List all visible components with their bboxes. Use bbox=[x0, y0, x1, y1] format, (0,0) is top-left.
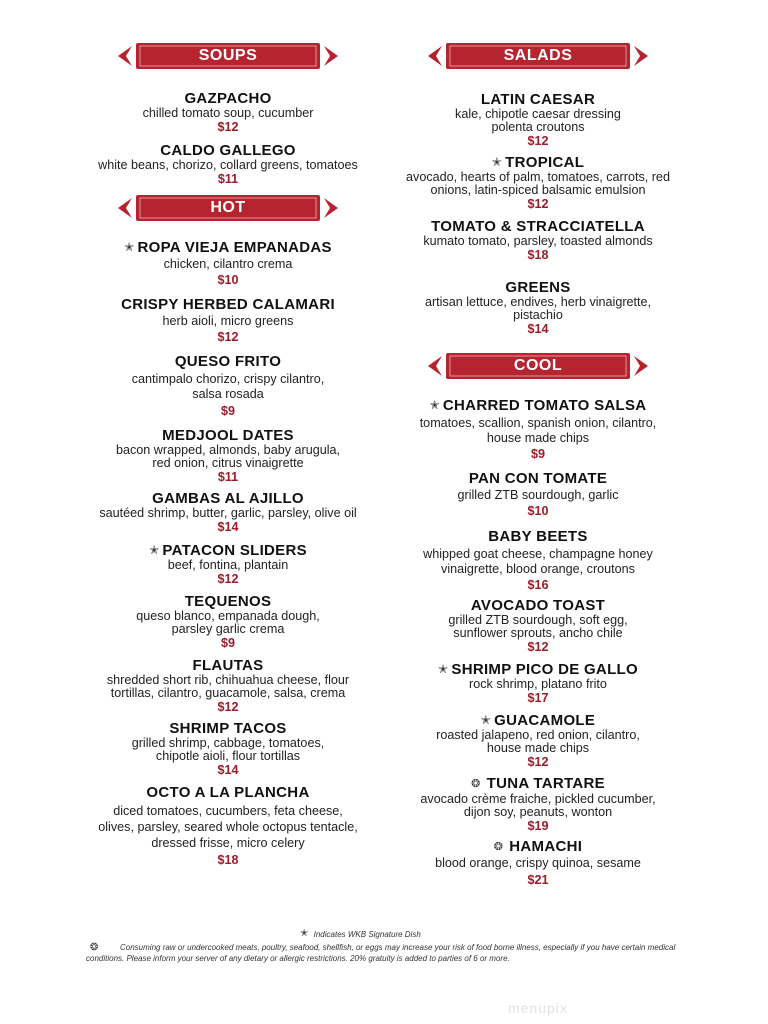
item-name: TOMATO & STRACCIATELLA bbox=[431, 218, 645, 235]
hot-heading: HOT bbox=[210, 199, 246, 216]
item-desc: chipotle aioli, flour tortillas bbox=[155, 749, 301, 763]
menu-item bbox=[388, 597, 688, 654]
raw-food-icon: ❂ bbox=[471, 778, 481, 790]
item-desc: house made chips bbox=[486, 741, 590, 755]
item-name: GAZPACHO bbox=[184, 90, 272, 107]
salads-heading: SALADS bbox=[503, 47, 573, 64]
item-name: QUESO FRITO bbox=[174, 353, 282, 370]
hot-banner bbox=[118, 192, 338, 224]
item-desc: parsley garlic crema bbox=[171, 622, 285, 636]
item-desc: red onion, citrus vinaigrette bbox=[152, 456, 304, 470]
item-name: BABY BEETS bbox=[488, 528, 588, 545]
item-name: CHARRED TOMATO SALSA bbox=[442, 397, 647, 414]
menu-item bbox=[78, 353, 378, 418]
menu-item bbox=[388, 712, 688, 769]
item-desc: kumato tomato, parsley, toasted almonds bbox=[423, 234, 653, 248]
item-name: GUACAMOLE bbox=[494, 712, 596, 729]
menu-item bbox=[78, 490, 378, 534]
item-price: $14 bbox=[527, 322, 549, 336]
menu-item bbox=[388, 91, 688, 148]
item-desc: house made chips bbox=[486, 431, 590, 445]
item-desc: avocado crème fraiche, pickled cucumber, bbox=[420, 792, 656, 806]
item-desc: rock shrimp, platano frito bbox=[469, 677, 607, 691]
item-price: $12 bbox=[217, 572, 239, 586]
item-desc: grilled ZTB sourdough, soft egg, bbox=[448, 613, 628, 627]
item-price: $10 bbox=[527, 504, 549, 518]
item-desc: cantimpalo chorizo, crispy cilantro, bbox=[131, 372, 325, 386]
item-desc: sautéed shrimp, butter, garlic, parsley, olive oil bbox=[99, 506, 357, 520]
item-desc: blood orange, crispy quinoa, sesame bbox=[435, 856, 641, 870]
item-price: $12 bbox=[527, 197, 549, 211]
menu-item bbox=[78, 784, 378, 867]
item-desc: artisan lettuce, endives, herb vinaigrette, bbox=[424, 295, 652, 309]
cool-banner bbox=[428, 350, 648, 382]
star-icon: ✭ bbox=[429, 398, 440, 412]
item-desc: beef, fontina, plantain bbox=[167, 558, 289, 572]
item-desc: bacon wrapped, almonds, baby arugula, bbox=[115, 443, 341, 457]
item-desc: grilled ZTB sourdough, garlic bbox=[457, 488, 619, 502]
star-icon: ✭ bbox=[300, 928, 309, 939]
menu-item bbox=[78, 593, 378, 650]
item-desc: tortillas, cilantro, guacamole, salsa, crema bbox=[110, 686, 346, 700]
menu-item bbox=[388, 218, 688, 262]
menu-item bbox=[388, 397, 688, 461]
item-price: $12 bbox=[527, 134, 549, 148]
star-icon: ✭ bbox=[491, 155, 503, 169]
item-desc: white beans, chorizo, collard greens, tomatoes bbox=[98, 158, 358, 172]
item-desc: dressed frisse, micro celery bbox=[151, 836, 305, 850]
item-name: MEDJOOL DATES bbox=[162, 427, 294, 444]
item-price: $11 bbox=[217, 470, 239, 484]
item-price: $17 bbox=[527, 691, 549, 705]
item-price: $9 bbox=[530, 447, 545, 461]
item-desc: chilled tomato soup, cucumber bbox=[142, 106, 314, 120]
star-icon: ✭ bbox=[480, 713, 492, 727]
menu-item bbox=[78, 542, 378, 586]
item-price: $11 bbox=[217, 172, 239, 186]
item-desc: salsa rosada bbox=[192, 387, 264, 401]
item-price: $12 bbox=[217, 700, 239, 714]
soups-heading: SOUPS bbox=[198, 47, 258, 64]
item-name: TROPICAL bbox=[505, 154, 585, 171]
item-desc: queso blanco, empanada dough, bbox=[136, 609, 320, 623]
item-name: GAMBAS AL AJILLO bbox=[152, 490, 304, 507]
item-desc: avocado, hearts of palm, tomatoes, carrots, red bbox=[406, 170, 670, 184]
item-desc: onions, latin-spiced balsamic emulsion bbox=[430, 183, 646, 197]
signature-legend-text: Indicates WKB Signature Dish bbox=[313, 930, 421, 939]
item-price: $14 bbox=[217, 763, 239, 777]
item-price: $18 bbox=[217, 853, 239, 867]
star-icon: ✭ bbox=[124, 240, 135, 254]
item-desc: grilled shrimp, cabbage, tomatoes, bbox=[131, 736, 325, 750]
menu-item bbox=[78, 427, 378, 484]
soups-banner bbox=[118, 40, 338, 72]
menu-item bbox=[78, 239, 378, 287]
menu-item bbox=[388, 279, 688, 336]
menu-item bbox=[78, 90, 378, 134]
item-name: CRISPY HERBED CALAMARI bbox=[121, 296, 335, 313]
item-name: GREENS bbox=[505, 279, 571, 296]
item-price: $12 bbox=[527, 755, 549, 769]
raw-food-icon: ❂ bbox=[493, 841, 504, 853]
item-name: SHRIMP TACOS bbox=[169, 720, 287, 737]
cool-heading: COOL bbox=[513, 357, 563, 374]
item-desc: whipped goat cheese, champagne honey bbox=[423, 547, 653, 561]
item-desc: tomatoes, scallion, spanish onion, cilantro, bbox=[419, 416, 657, 430]
item-price: $12 bbox=[527, 640, 549, 654]
item-desc: sunflower sprouts, ancho chile bbox=[453, 626, 623, 640]
star-icon: ✭ bbox=[149, 543, 160, 557]
item-price: $9 bbox=[220, 636, 235, 650]
item-name: SHRIMP PICO DE GALLO bbox=[451, 661, 638, 678]
menu-item bbox=[388, 528, 688, 592]
menu-item bbox=[78, 142, 378, 186]
item-name: ROPA VIEJA EMPANADAS bbox=[137, 239, 332, 256]
menu-item bbox=[388, 838, 688, 887]
item-desc: vinaigrette, blood orange, croutons bbox=[441, 562, 635, 576]
salads-banner bbox=[428, 40, 648, 72]
item-price: $9 bbox=[220, 404, 235, 418]
item-price: $12 bbox=[217, 330, 239, 344]
menu-item bbox=[78, 296, 378, 344]
item-desc: pistachio bbox=[513, 308, 563, 322]
menu-item bbox=[78, 657, 378, 714]
item-desc: herb aioli, micro greens bbox=[162, 314, 294, 328]
item-price: $10 bbox=[217, 273, 239, 287]
item-price: $19 bbox=[527, 819, 549, 833]
signature-legend bbox=[300, 928, 421, 939]
item-price: $16 bbox=[527, 578, 549, 592]
menu-item bbox=[388, 154, 688, 211]
item-price: $18 bbox=[527, 248, 549, 262]
star-icon: ✭ bbox=[438, 662, 449, 676]
menu-item bbox=[78, 720, 378, 777]
item-name: OCTO A LA PLANCHA bbox=[146, 784, 310, 801]
item-name: FLAUTAS bbox=[192, 657, 264, 674]
item-price: $21 bbox=[527, 873, 549, 887]
item-name: HAMACHI bbox=[509, 838, 583, 855]
item-desc: kale, chipotle caesar dressing bbox=[455, 107, 621, 121]
item-name: PATACON SLIDERS bbox=[162, 542, 307, 559]
disclaimer: Consuming raw or undercooked meats, poultry, seafood, shellfish, or eggs may increase your risk of food borne illness, especially if you have certain medical conditions. Please inform your server of any dietary or allergic restrictions. 20% gratuity is added to parties of 6 or more. bbox=[86, 943, 676, 963]
item-desc: roasted jalapeno, red onion, cilantro, bbox=[436, 728, 640, 742]
item-desc: dijon soy, peanuts, wonton bbox=[463, 805, 613, 819]
item-desc: diced tomatoes, cucumbers, feta cheese, bbox=[113, 804, 343, 818]
item-name: PAN CON TOMATE bbox=[468, 470, 608, 487]
item-name: TEQUENOS bbox=[184, 593, 272, 610]
menu-item bbox=[388, 775, 688, 833]
item-name: AVOCADO TOAST bbox=[470, 597, 606, 614]
item-price: $14 bbox=[217, 520, 239, 534]
item-price: $12 bbox=[217, 120, 239, 134]
menu-item bbox=[388, 470, 688, 518]
watermark: menupix bbox=[508, 1000, 568, 1016]
item-desc: shredded short rib, chihuahua cheese, flour bbox=[106, 673, 350, 687]
item-name: CALDO GALLEGO bbox=[160, 142, 296, 159]
raw-food-icon: ❂ bbox=[90, 942, 99, 953]
item-desc: polenta croutons bbox=[491, 120, 585, 134]
item-desc: chicken, cilantro crema bbox=[163, 257, 293, 271]
item-name: TUNA TARTARE bbox=[486, 775, 605, 792]
item-desc: olives, parsley, seared whole octopus tentacle, bbox=[98, 820, 358, 834]
item-name: LATIN CAESAR bbox=[480, 91, 596, 108]
menu-item bbox=[388, 661, 688, 705]
